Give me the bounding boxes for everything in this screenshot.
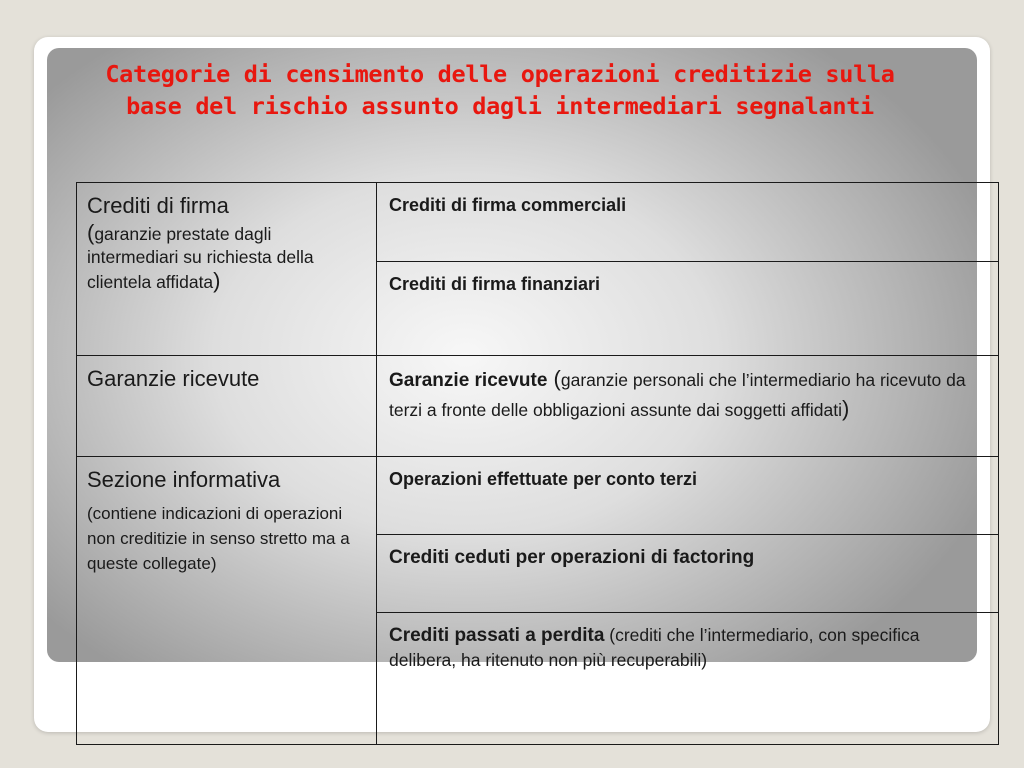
- sezione-cell: [77, 457, 377, 745]
- sezione-heading: Sezione informativa: [87, 467, 281, 492]
- sezione-note: (contiene indicazioni di operazioni non creditizie in senso stretto ma a queste collegate): [87, 504, 350, 573]
- garanzie-note: garanzie personali che l’intermediario ha ricevuto da terzi a fronte delle obbligazioni assunte dai soggetti affidati: [389, 370, 966, 420]
- crediti-firma-heading: Crediti di firma: [87, 193, 229, 218]
- crediti-firma-note: garanzie prestate dagli intermediari su richiesta della clientela affidata: [87, 224, 314, 292]
- paren-open: (: [87, 220, 95, 245]
- crediti-firma-finanziari-label: Crediti di firma finanziari: [389, 274, 601, 294]
- factoring-cell: [377, 535, 999, 613]
- paren-close: ): [842, 396, 850, 421]
- conto-terzi-label: Operazioni effettuate per conto terzi: [389, 469, 698, 489]
- table-row: [77, 356, 999, 457]
- conto-terzi-cell: [377, 457, 999, 535]
- crediti-firma-finanziari-cell: [377, 262, 999, 356]
- perdita-bold-label: Crediti passati a perdita: [389, 625, 605, 646]
- paren-open: (: [547, 366, 561, 391]
- slide-title-line-1: Categorie di censimento delle operazioni creditizie sulla: [105, 60, 895, 88]
- garanzie-detail-cell: [377, 356, 999, 457]
- perdita-note: (crediti che l’intermediario, con specifica delibera, ha ritenuto non più recuperabili): [389, 625, 920, 670]
- crediti-firma-commerciali-cell: [377, 183, 999, 262]
- table-row: [77, 457, 999, 535]
- garanzie-heading: Garanzie ricevute: [87, 366, 260, 391]
- table-row: [77, 183, 999, 262]
- garanzie-bold-label: Garanzie ricevute: [389, 370, 548, 391]
- paren-close: ): [213, 268, 221, 293]
- categories-table: [76, 182, 999, 745]
- crediti-firma-cell: [77, 183, 377, 356]
- slide-title-line-2: base del rischio assunto dagli intermediari segnalanti: [126, 92, 874, 120]
- factoring-label: Crediti ceduti per operazioni di factoring: [389, 547, 755, 568]
- perdita-cell: [377, 613, 999, 745]
- crediti-firma-commerciali-label: Crediti di firma commerciali: [389, 195, 627, 215]
- slide-title: [60, 58, 940, 122]
- garanzie-cell: [77, 356, 377, 457]
